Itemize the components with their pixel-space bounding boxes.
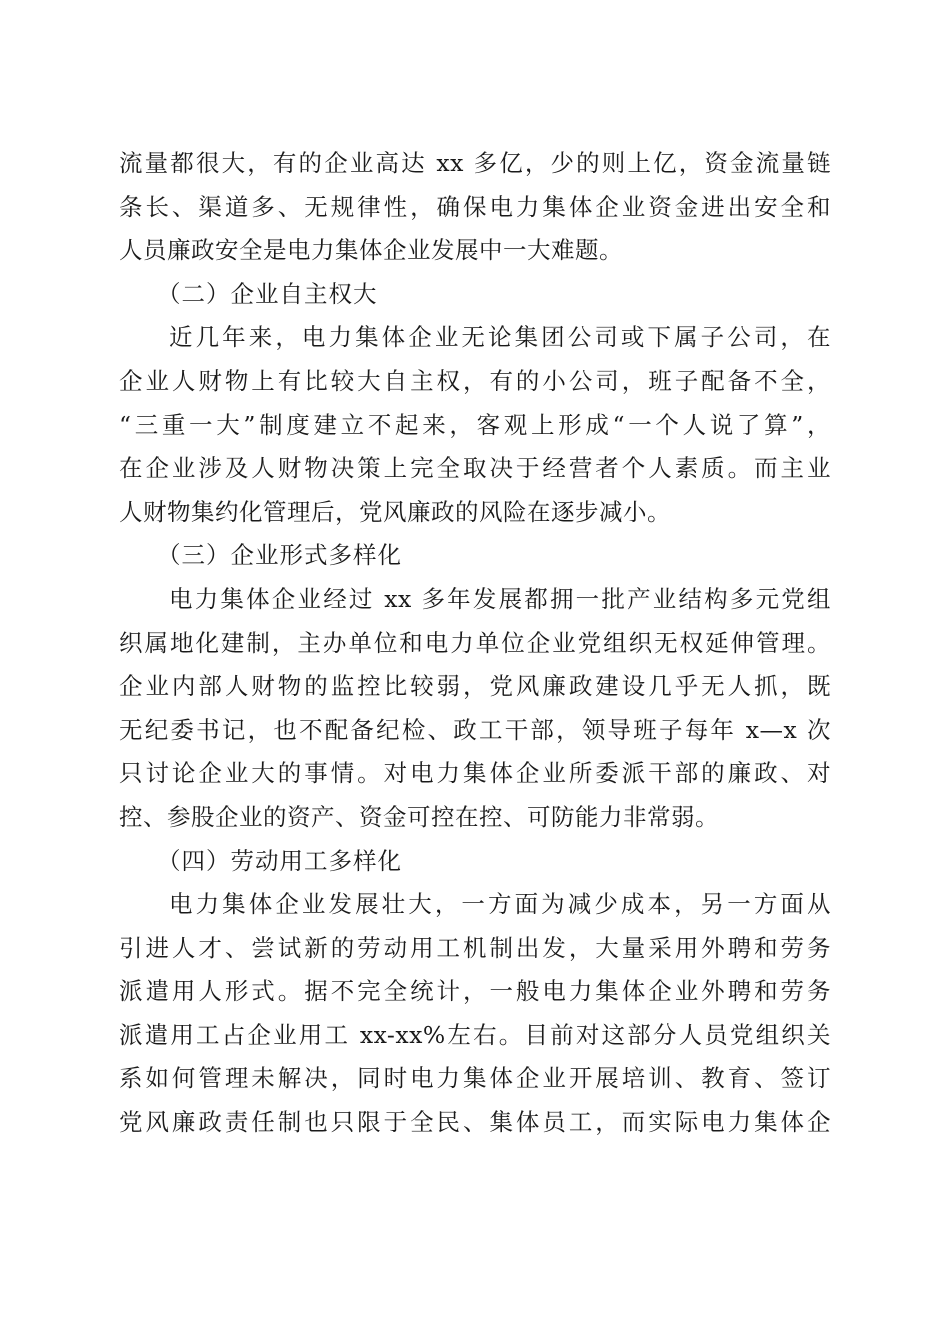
section-heading-2: （二）企业自主权大 [157, 279, 378, 308]
paragraph-line: 控、参股企业的资产、资金可控在控、可防能力非常弱。 [119, 802, 719, 831]
paragraph-line: 人财物集约化管理后，党风廉政的风险在逐步减小。 [119, 497, 671, 526]
paragraph-line: 无纪委书记，也不配备纪检、政工干部，领导班子每年 x—x 次 [119, 715, 831, 744]
paragraph-line: 企业内部人财物的监控比较弱，党风廉政建设几乎无人抓，既 [119, 672, 831, 701]
section-heading-3: （三）企业形式多样化 [157, 541, 402, 570]
section-heading-4: （四）劳动用工多样化 [157, 846, 402, 875]
paragraph-line: 派遣用人形式。据不完全统计，一般电力集体企业外聘和劳务 [119, 977, 831, 1006]
paragraph-line: 织属地化建制，主办单位和电力单位企业党组织无权延伸管理。 [119, 628, 831, 657]
paragraph-line: 系如何管理未解决，同时电力集体企业开展培训、教育、签订 [119, 1064, 831, 1093]
paragraph-line: 条长、渠道多、无规律性，确保电力集体企业资金进出安全和 [119, 192, 831, 221]
paragraph-line: 电力集体企业经过 xx 多年发展都拥一批产业结构多元党组 [169, 584, 831, 613]
paragraph-line: 引进人才、尝试新的劳动用工机制出发，大量采用外聘和劳务 [119, 933, 831, 962]
paragraph-line: 近几年来，电力集体企业无论集团公司或下属子公司，在 [169, 323, 831, 352]
paragraph-line: 党风廉政责任制也只限于全民、集体员工，而实际电力集体企 [119, 1108, 831, 1137]
paragraph-line: 派遣用工占企业用工 xx-xx%左右。目前对这部分人员党组织关 [119, 1020, 831, 1049]
paragraph-line: 人员廉政安全是电力集体企业发展中一大难题。 [119, 236, 623, 265]
paragraph-line: 在企业涉及人财物决策上完全取决于经营者个人素质。而主业 [119, 454, 831, 483]
document-body [119, 142, 831, 1145]
paragraph-line: 电力集体企业发展壮大，一方面为减少成本，另一方面从 [169, 890, 831, 919]
paragraph-line: 流量都很大，有的企业高达 xx 多亿，少的则上亿，资金流量链 [119, 149, 831, 177]
paragraph-line: 企业人财物上有比较大自主权，有的小公司，班子配备不全， [119, 366, 831, 395]
paragraph-line: “三重一大”制度建立不起来，客观上形成“一个人说了算”， [119, 410, 831, 439]
paragraph-line: 只讨论企业大的事情。对电力集体企业所委派干部的廉政、对 [119, 759, 831, 788]
